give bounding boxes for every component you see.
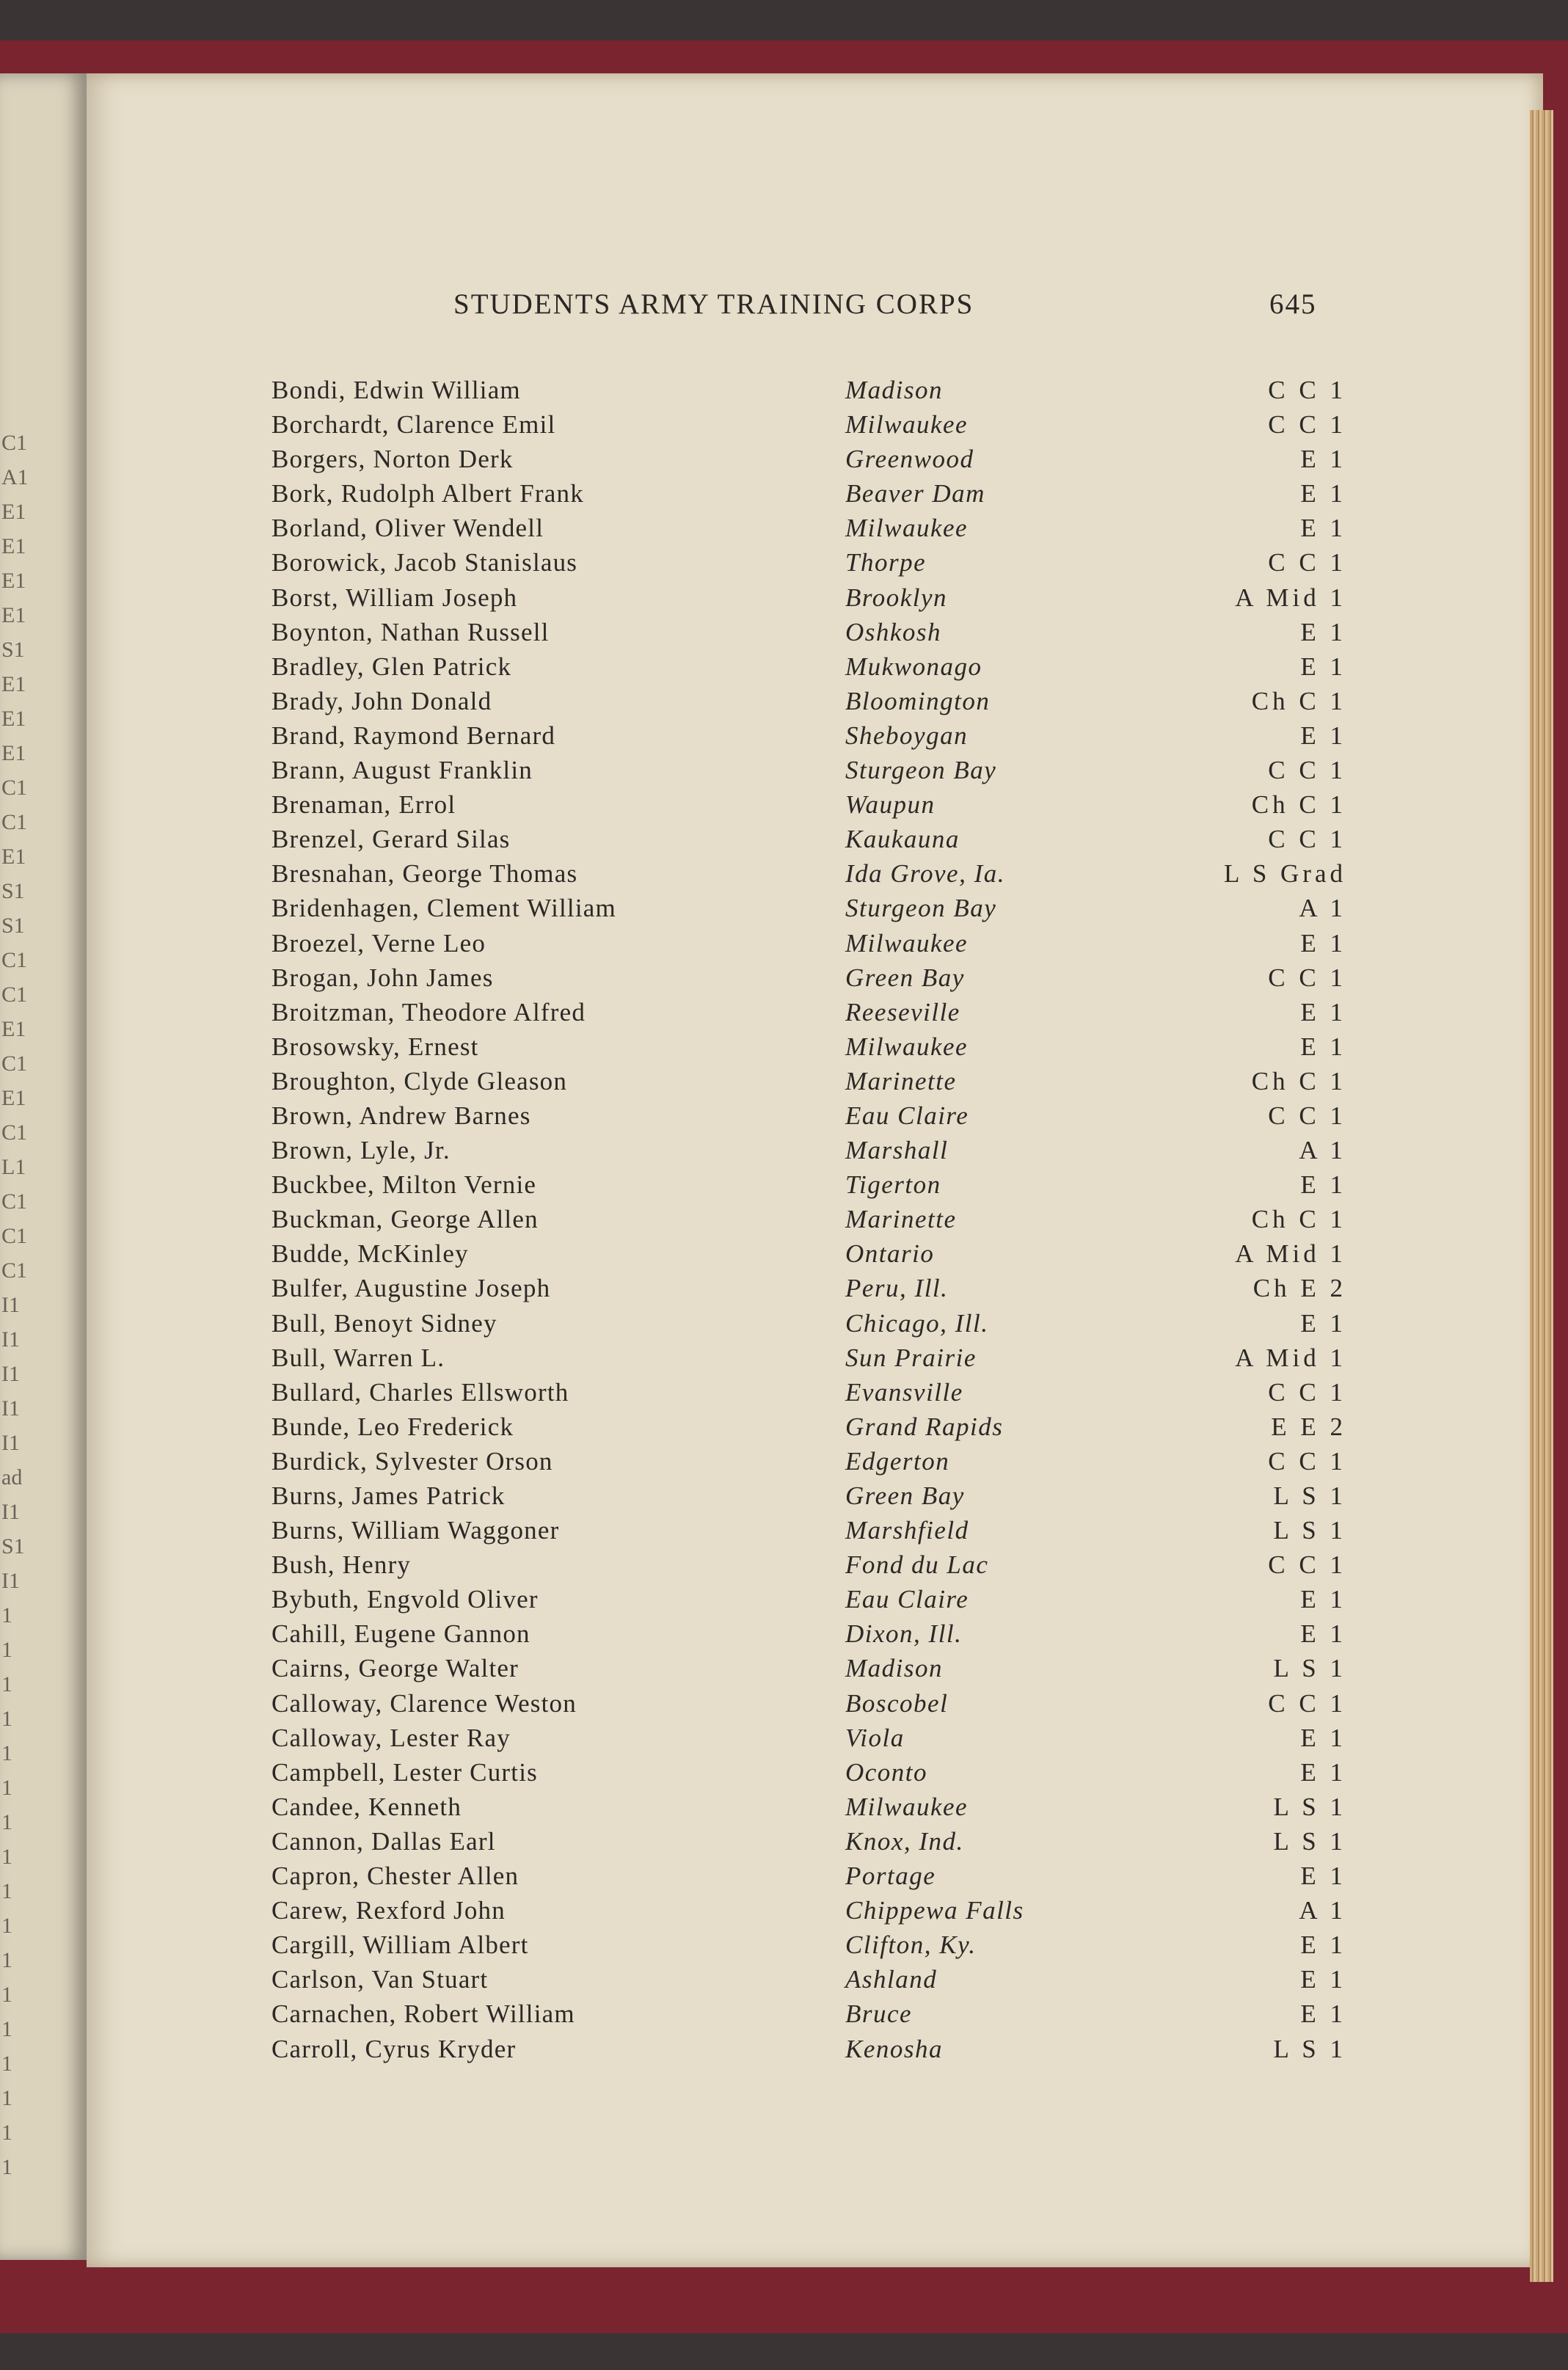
student-unit: C C 1 <box>1268 1101 1346 1130</box>
student-name: Bradley, Glen Patrick <box>271 652 512 681</box>
student-name: Broitzman, Theodore Alfred <box>271 997 586 1027</box>
student-unit: E 1 <box>1300 652 1346 681</box>
student-name: Carroll, Cyrus Kryder <box>271 2034 517 2063</box>
roster-entry <box>0 1619 1568 1654</box>
student-name: Borland, Oliver Wendell <box>271 514 544 543</box>
student-unit: E 1 <box>1300 1757 1346 1787</box>
roster-entry <box>0 376 1568 410</box>
student-hometown: Marshfield <box>845 1516 969 1545</box>
student-name: Borchardt, Clarence Emil <box>271 410 556 440</box>
student-name: Brenaman, Errol <box>271 790 456 820</box>
student-name: Budde, McKinley <box>271 1239 469 1269</box>
roster-entry <box>0 1896 1568 1930</box>
student-name: Buckman, George Allen <box>271 1205 539 1234</box>
student-hometown: Boscobel <box>845 1688 949 1718</box>
student-unit: E 1 <box>1300 479 1346 508</box>
student-name: Buckbee, Milton Vernie <box>271 1170 537 1200</box>
roster-entry <box>0 2035 1568 2069</box>
student-hometown: Milwaukee <box>845 928 969 958</box>
student-hometown: Dixon, Ill. <box>845 1619 963 1649</box>
student-unit: L S 1 <box>1273 1516 1346 1545</box>
student-hometown: Viola <box>845 1723 905 1752</box>
roster-entry <box>0 1654 1568 1688</box>
student-unit: A 1 <box>1299 1136 1346 1165</box>
student-name: Capron, Chester Allen <box>271 1862 519 1891</box>
student-unit: E 1 <box>1300 1930 1346 1960</box>
student-unit: L S 1 <box>1273 1654 1346 1683</box>
student-hometown: Oshkosh <box>845 617 942 646</box>
student-hometown: Milwaukee <box>845 1792 969 1821</box>
student-unit: Ch C 1 <box>1251 790 1346 820</box>
student-name: Brand, Raymond Bernard <box>271 721 556 750</box>
roster-entry <box>0 1793 1568 1827</box>
student-unit: A Mid 1 <box>1235 583 1346 612</box>
roster-entry <box>0 1101 1568 1136</box>
roster-entry <box>0 790 1568 825</box>
student-unit: C C 1 <box>1268 1446 1346 1476</box>
student-hometown: Fond du Lac <box>845 1550 989 1580</box>
facing-page-marks: C1 A1 E1 E1 E1 E1 S1 E1 E1 E1 C1 C1 E1 S1 S1 C1 C1 E1 C1 E1 C1 L1 C1 C1 C1 I1 I1 I1 I1 I1 ad I1 S1 I1 1 1 1 1 1 1 1 1 1 1 1 1 1 1 1 1 1 <box>1 431 29 2179</box>
student-name: Brenzel, Gerard Silas <box>271 825 511 854</box>
student-unit: E 1 <box>1300 1965 1346 1994</box>
roster-entry <box>0 1239 1568 1274</box>
student-name: Bunde, Leo Frederick <box>271 1412 514 1441</box>
student-hometown: Beaver Dam <box>845 479 985 508</box>
student-hometown: Oconto <box>845 1757 928 1787</box>
student-hometown: Green Bay <box>845 1481 965 1510</box>
student-name: Bresnahan, George Thomas <box>271 859 578 889</box>
roster-entry <box>0 652 1568 687</box>
student-hometown: Sturgeon Bay <box>845 756 997 785</box>
student-unit: A Mid 1 <box>1235 1239 1346 1269</box>
student-hometown: Waupun <box>845 790 936 820</box>
student-hometown: Eau Claire <box>845 1585 969 1614</box>
student-unit: E 1 <box>1300 1308 1346 1338</box>
student-unit: E 1 <box>1300 1170 1346 1200</box>
roster-entry <box>0 756 1568 790</box>
roster-entry <box>0 479 1568 514</box>
student-unit: L S Grad <box>1223 859 1346 889</box>
student-hometown: Bloomington <box>845 686 991 715</box>
student-name: Brown, Andrew Barnes <box>271 1101 531 1130</box>
student-hometown: Kenosha <box>845 2034 943 2063</box>
student-hometown: Marinette <box>845 1066 957 1095</box>
student-unit: E 1 <box>1300 617 1346 646</box>
student-hometown: Sturgeon Bay <box>845 894 997 923</box>
roster-entry <box>0 1827 1568 1862</box>
student-hometown: Milwaukee <box>845 1032 969 1061</box>
student-name: Cahill, Eugene Gannon <box>271 1619 530 1649</box>
student-unit: E 1 <box>1300 1619 1346 1649</box>
student-hometown: Marinette <box>845 1205 957 1234</box>
student-unit: C C 1 <box>1268 963 1346 992</box>
student-unit: E 1 <box>1300 1723 1346 1752</box>
roster-list <box>0 376 1568 2069</box>
student-name: Calloway, Clarence Weston <box>271 1688 577 1718</box>
student-hometown: Evansville <box>845 1377 963 1407</box>
student-hometown: Madison <box>845 376 943 404</box>
student-unit: E 1 <box>1300 721 1346 750</box>
student-hometown: Peru, Ill. <box>845 1274 949 1303</box>
roster-entry <box>0 1516 1568 1550</box>
roster-entry <box>0 1274 1568 1308</box>
roster-entry <box>0 1136 1568 1170</box>
student-name: Broughton, Clyde Gleason <box>271 1066 568 1095</box>
student-hometown: Milwaukee <box>845 410 969 440</box>
page-number: 645 <box>1269 288 1317 320</box>
roster-entry <box>0 1067 1568 1101</box>
student-hometown: Chicago, Ill. <box>845 1308 989 1338</box>
student-unit: L S 1 <box>1273 1481 1346 1510</box>
student-name: Bulfer, Augustine Joseph <box>271 1274 551 1303</box>
roster-entry <box>0 1170 1568 1205</box>
roster-entry <box>0 1447 1568 1481</box>
student-unit: L S 1 <box>1273 2034 1346 2063</box>
student-hometown: Ashland <box>845 1965 938 1994</box>
student-name: Cairns, George Walter <box>271 1654 519 1683</box>
student-name: Candee, Kenneth <box>271 1792 462 1821</box>
student-unit: Ch C 1 <box>1251 1205 1346 1234</box>
student-hometown: Bruce <box>845 1999 913 2029</box>
student-unit: Ch C 1 <box>1251 686 1346 715</box>
running-head <box>0 288 1568 329</box>
student-name: Burdick, Sylvester Orson <box>271 1446 553 1476</box>
roster-entry <box>0 618 1568 652</box>
student-hometown: Edgerton <box>845 1446 950 1476</box>
roster-entry <box>0 1585 1568 1619</box>
student-name: Brady, John Donald <box>271 686 492 715</box>
student-unit: A Mid 1 <box>1235 1343 1346 1372</box>
student-name: Broezel, Verne Leo <box>271 928 486 958</box>
student-hometown: Green Bay <box>845 963 965 992</box>
student-hometown: Marshall <box>845 1136 949 1165</box>
student-name: Carnachen, Robert William <box>271 1999 575 2029</box>
student-unit: C C 1 <box>1268 1688 1346 1718</box>
student-unit: E 1 <box>1300 514 1346 543</box>
student-hometown: Reeseville <box>845 997 960 1027</box>
roster-entry <box>0 410 1568 445</box>
student-unit: E 1 <box>1300 1862 1346 1891</box>
student-name: Borowick, Jacob Stanislaus <box>271 548 578 577</box>
roster-entry <box>0 1758 1568 1793</box>
roster-entry <box>0 514 1568 548</box>
student-unit: E 1 <box>1300 928 1346 958</box>
student-unit: L S 1 <box>1273 1792 1346 1821</box>
roster-entry <box>0 445 1568 479</box>
roster-entry <box>0 1378 1568 1412</box>
student-hometown: Tigerton <box>845 1170 941 1200</box>
student-name: Calloway, Lester Ray <box>271 1723 511 1752</box>
student-unit: A 1 <box>1299 1896 1346 1925</box>
roster-entry <box>0 687 1568 721</box>
student-name: Carlson, Van Stuart <box>271 1965 489 1994</box>
roster-entry <box>0 1862 1568 1896</box>
roster-entry <box>0 1205 1568 1239</box>
roster-entry <box>0 1412 1568 1447</box>
student-unit: C C 1 <box>1268 410 1346 440</box>
roster-entry <box>0 1724 1568 1758</box>
roster-entry <box>0 963 1568 998</box>
student-hometown: Clifton, Ky. <box>845 1930 977 1960</box>
student-unit: C C 1 <box>1268 756 1346 785</box>
roster-entry <box>0 548 1568 583</box>
student-hometown: Eau Claire <box>845 1101 969 1130</box>
student-hometown: Sun Prairie <box>845 1343 977 1372</box>
student-hometown: Mukwonago <box>845 652 982 681</box>
student-hometown: Portage <box>845 1862 936 1891</box>
roster-entry <box>0 1550 1568 1585</box>
student-name: Burns, James Patrick <box>271 1481 506 1510</box>
student-name: Bull, Benoyt Sidney <box>271 1308 497 1338</box>
student-unit: A 1 <box>1299 894 1346 923</box>
student-unit: C C 1 <box>1268 376 1346 404</box>
student-hometown: Brooklyn <box>845 583 947 612</box>
student-unit: Ch E 2 <box>1252 1274 1346 1303</box>
student-name: Boynton, Nathan Russell <box>271 617 550 646</box>
student-unit: L S 1 <box>1273 1826 1346 1856</box>
student-name: Brann, August Franklin <box>271 756 533 785</box>
roster-entry <box>0 894 1568 928</box>
student-name: Bush, Henry <box>271 1550 412 1580</box>
student-name: Burns, William Waggoner <box>271 1516 560 1545</box>
student-hometown: Thorpe <box>845 548 927 577</box>
running-title: STUDENTS ARMY TRAINING CORPS <box>453 288 974 320</box>
student-unit: E 1 <box>1300 997 1346 1027</box>
student-hometown: Greenwood <box>845 445 974 474</box>
student-unit: E 1 <box>1300 1999 1346 2029</box>
student-name: Brogan, John James <box>271 963 494 992</box>
roster-entry <box>0 1689 1568 1724</box>
student-name: Bridenhagen, Clement William <box>271 894 616 923</box>
student-name: Carew, Rexford John <box>271 1896 506 1925</box>
student-unit: C C 1 <box>1268 1377 1346 1407</box>
student-unit: E 1 <box>1300 445 1346 474</box>
student-hometown: Knox, Ind. <box>845 1826 964 1856</box>
roster-entry <box>0 1309 1568 1343</box>
roster-entry <box>0 721 1568 756</box>
student-name: Bondi, Edwin William <box>271 376 521 404</box>
roster-entry <box>0 1965 1568 1999</box>
student-name: Bullard, Charles Ellsworth <box>271 1377 569 1407</box>
student-hometown: Chippewa Falls <box>845 1896 1024 1925</box>
student-name: Borst, William Joseph <box>271 583 518 612</box>
student-name: Bybuth, Engvold Oliver <box>271 1585 539 1614</box>
student-hometown: Ida Grove, Ia. <box>845 859 1005 889</box>
student-name: Bull, Warren L. <box>271 1343 445 1372</box>
roster-entry <box>0 1481 1568 1516</box>
student-unit: C C 1 <box>1268 548 1346 577</box>
student-hometown: Ontario <box>845 1239 935 1269</box>
student-unit: Ch C 1 <box>1251 1066 1346 1095</box>
student-hometown: Grand Rapids <box>845 1412 1004 1441</box>
roster-entry <box>0 929 1568 963</box>
student-unit: C C 1 <box>1268 1550 1346 1580</box>
student-hometown: Sheboygan <box>845 721 969 750</box>
student-name: Brosowsky, Ernest <box>271 1032 479 1061</box>
student-name: Bork, Rudolph Albert Frank <box>271 479 584 508</box>
roster-entry <box>0 1930 1568 1965</box>
roster-entry <box>0 1032 1568 1067</box>
roster-entry <box>0 998 1568 1032</box>
roster-entry <box>0 1999 1568 2034</box>
student-unit: E 1 <box>1300 1585 1346 1614</box>
student-name: Cannon, Dallas Earl <box>271 1826 496 1856</box>
student-name: Borgers, Norton Derk <box>271 445 514 474</box>
roster-entry <box>0 1343 1568 1378</box>
roster-entry <box>0 859 1568 894</box>
student-hometown: Milwaukee <box>845 514 969 543</box>
student-hometown: Madison <box>845 1654 943 1683</box>
student-name: Cargill, William Albert <box>271 1930 529 1960</box>
student-unit: C C 1 <box>1268 825 1346 854</box>
student-unit: E 1 <box>1300 1032 1346 1061</box>
student-hometown: Kaukauna <box>845 825 960 854</box>
roster-entry <box>0 825 1568 859</box>
student-name: Campbell, Lester Curtis <box>271 1757 538 1787</box>
student-unit: E E 2 <box>1271 1412 1346 1441</box>
student-name: Brown, Lyle, Jr. <box>271 1136 451 1165</box>
roster-entry <box>0 583 1568 618</box>
